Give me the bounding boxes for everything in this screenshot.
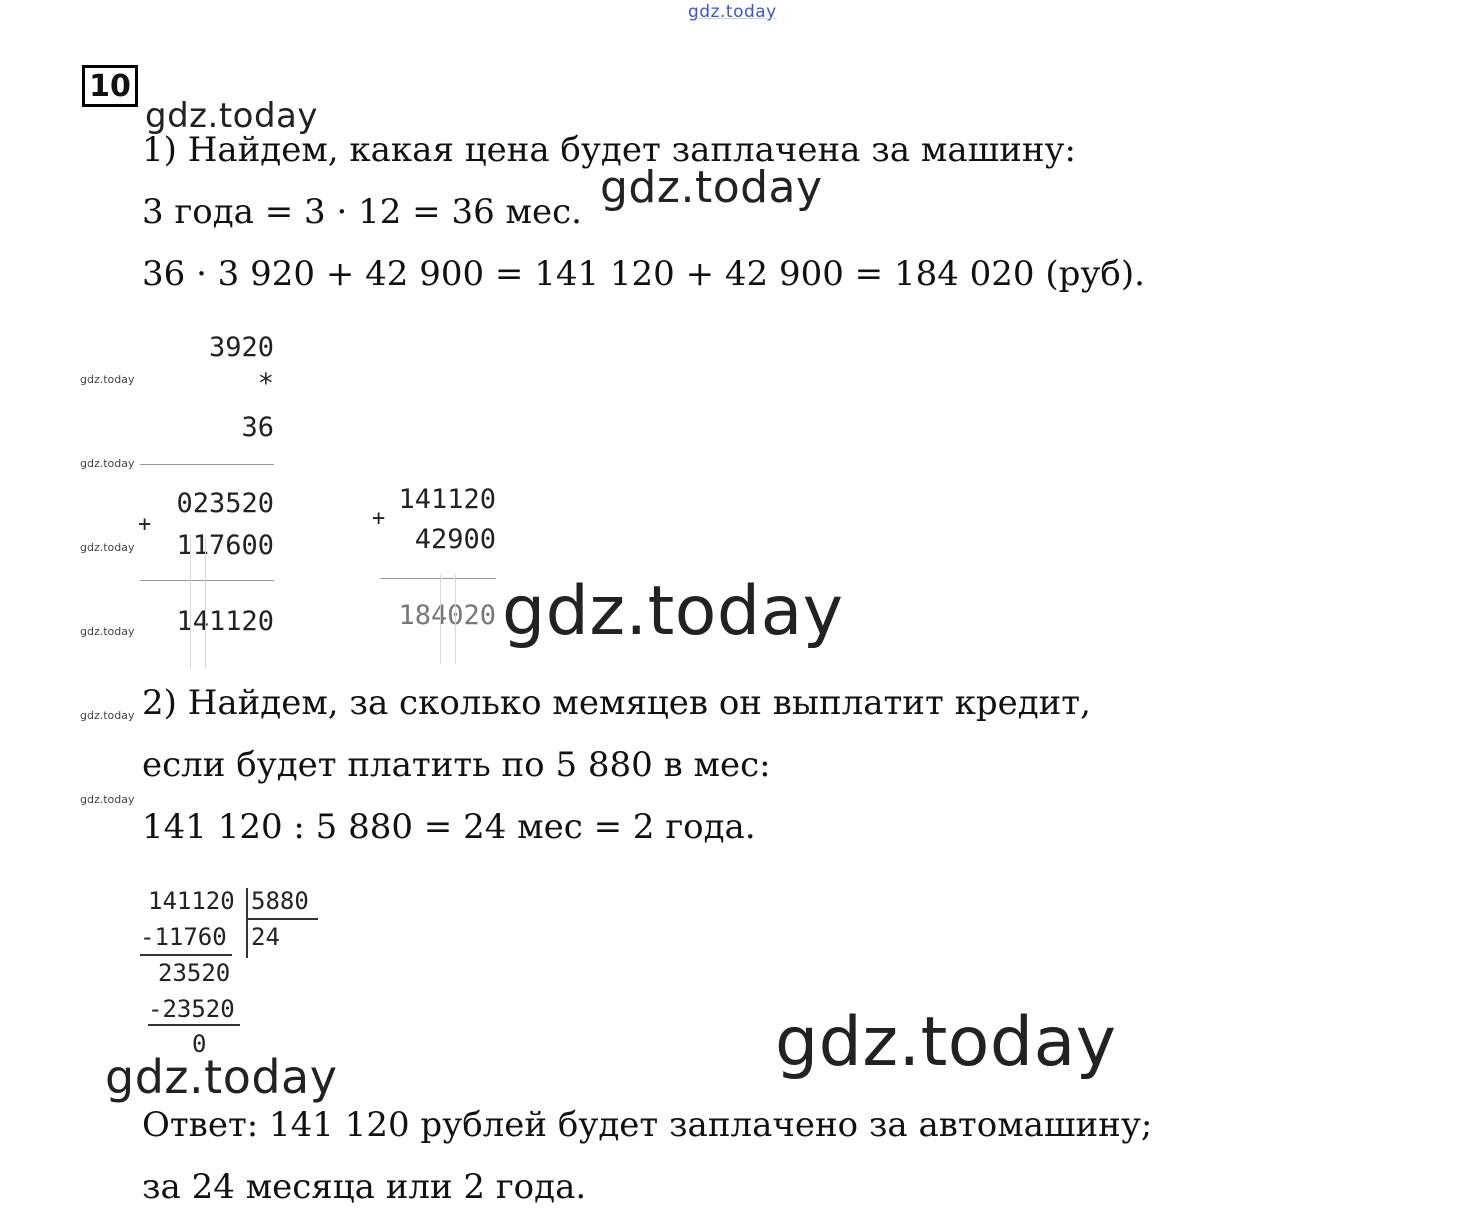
sum-result: 184020 [398,600,496,631]
watermark-small: gdz.today [80,373,135,386]
dividend: 141120 [148,887,235,915]
answer-line-2: за 24 месяца или 2 года. [142,1167,587,1207]
partial-product-1: 023520 [176,488,274,519]
subtrahend-1: -11760 [140,923,227,951]
plus-sign: + [372,506,386,531]
multiplier: 36 [241,412,274,443]
answer-line-1: Ответ: 141 120 рублей будет заплачено за автомашину; [142,1105,1153,1145]
multiplicand: 3920 [208,332,274,363]
remainder-final: 0 [192,1030,207,1058]
watermark-small: gdz.today [80,793,135,806]
watermark-small: gdz.today [80,709,135,722]
watermark: gdz.today [600,162,823,213]
plus-sign: + [138,512,152,537]
watermark: gdz.today [502,572,844,651]
watermark-small: gdz.today [80,625,135,638]
watermark-small: gdz.today [80,541,135,554]
subtraction-rule-1 [140,954,232,956]
step1-title: 1) Найдем, какая цена будет заплачена за машину: [142,130,1076,170]
remainder-1: 23520 [158,959,231,987]
addend-2: 42900 [414,524,496,555]
subtraction-rule-2 [148,1024,240,1026]
step2-line2: если будет платить по 5 880 в мес: [142,745,771,785]
addend-1: 141120 [398,484,496,515]
step1-equation-months: 3 года = 3 · 12 = 36 мес. [142,192,582,232]
product-result: 141120 [176,606,274,637]
scan-artifact [190,538,206,668]
watermark: gdz.today [775,1003,1117,1082]
addition-rule [380,578,496,579]
subtrahend-2: -23520 [148,995,235,1023]
multiply-operator: * [257,368,274,399]
multiplication-rule [140,464,274,465]
divisor: 5880 [251,887,309,915]
step1-equation-price: 36 · 3 920 + 42 900 = 141 120 + 42 900 = 184 020 (руб). [142,254,1145,294]
divisor-rule [248,918,318,920]
watermark: gdz.today [145,96,318,136]
division-bar [246,888,248,958]
step2-equation: 141 120 : 5 880 = 24 мес = 2 года. [142,807,756,847]
scan-artifact [440,574,456,664]
task-number: 10 [82,65,138,107]
sum-rule [140,580,274,581]
partial-product-2: 117600 [176,530,274,561]
step2-title: 2) Найдем, за сколько мемяцев он выплатит кредит, [142,683,1091,723]
watermark-top: gdz.today [688,2,777,22]
watermark: gdz.today [105,1050,338,1104]
watermark-small: gdz.today [80,457,135,470]
quotient: 24 [251,923,280,951]
